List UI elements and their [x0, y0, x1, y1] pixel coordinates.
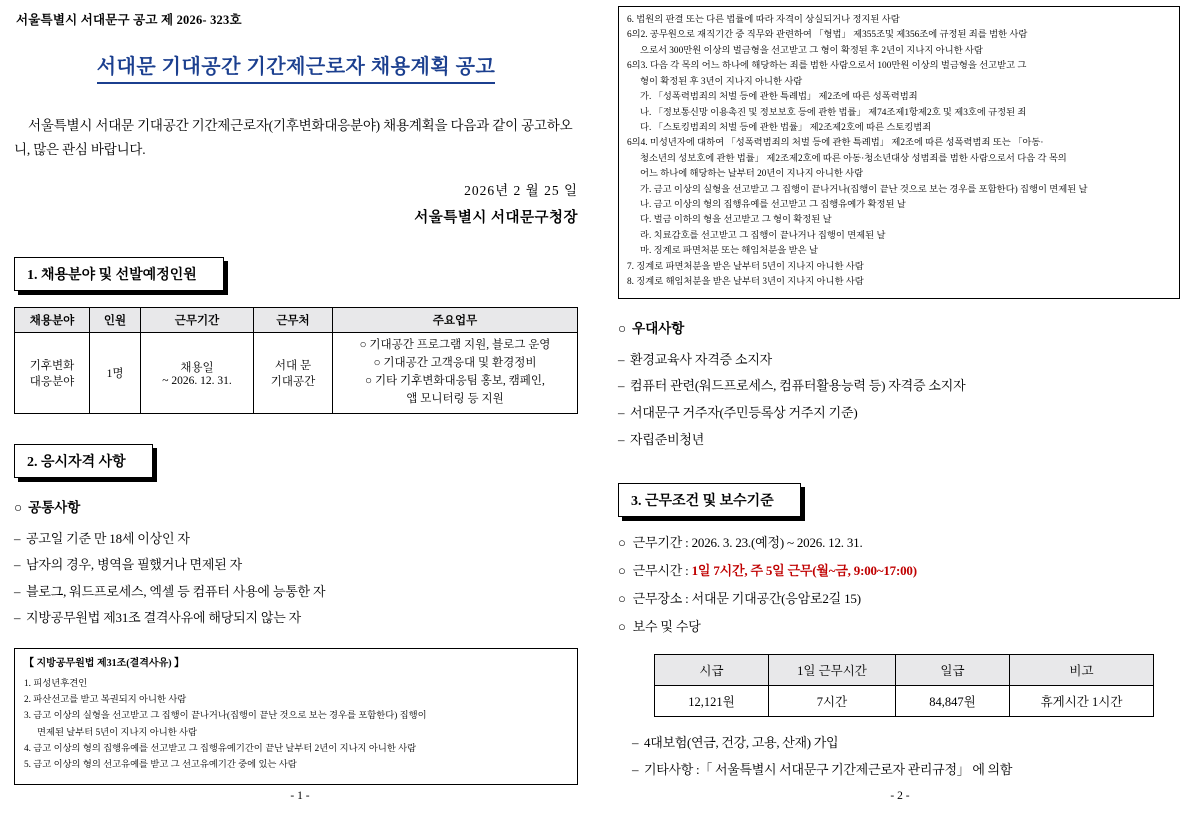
th-period: 근무기간 — [141, 308, 254, 333]
law-item: 3. 금고 이상의 실형을 선고받고 그 집행이 끝나거나(집행이 끝난 것으로 보는 경우를 포함한다) 집행이 — [24, 711, 427, 722]
page-number-right: - 2 - — [890, 790, 910, 802]
section-3-title: 3. 근무조건 및 보수기준 — [618, 483, 801, 517]
th-count: 인원 — [90, 308, 141, 333]
list-item: – 서대문구 거주자(주민등록상 거주지 기준) — [618, 400, 1180, 427]
law-sub-item: 나. 금고 이상의 형의 집행유예를 선고받고 그 집행유예가 확정된 날 — [640, 200, 906, 211]
cell-hourly-wage: 12,121원 — [655, 685, 769, 716]
condition-value-highlight: 1일 7시간, 주 5일 근무(월~금, 9:00~17:00) — [691, 563, 917, 579]
condition-row — [618, 585, 1180, 613]
period-line-2: ~ 2026. 12. 31. — [162, 374, 232, 387]
condition-row — [618, 613, 1180, 641]
condition-label: 근무시간 : — [632, 563, 689, 579]
law-sub-item: 다. 벌금 이하의 형을 선고받고 그 형이 확정된 날 — [640, 215, 832, 226]
list-item: – 남자의 경우, 병역을 필했거나 면제된 자 — [14, 552, 578, 579]
duty-item: ○ 기타 기후변화대응팀 홍보, 캠페인, — [365, 374, 545, 387]
law-sub-item: 라. 치료감호를 선고받고 그 집행이 끝나거나 집행이 면제된 날 — [640, 230, 886, 241]
table-header-row — [15, 308, 578, 333]
list-item: – 컴퓨터 관련(워드프로세스, 컴퓨터활용능력 등) 자격증 소지자 — [618, 373, 1180, 400]
list-item: – 지방공무원법 제31조 결격사유에 해당되지 않는 자 — [14, 605, 578, 632]
work-conditions-list — [618, 529, 1180, 641]
th-place: 근무처 — [254, 308, 333, 333]
section-1-title: 1. 채용분야 및 선발예정인원 — [14, 257, 224, 291]
preferred-list — [618, 347, 1180, 454]
place-line-2: 기대공간 — [270, 375, 316, 388]
law-item: 6의3. 다음 각 목의 어느 하나에 해당하는 죄를 범한 사람으로서 100만원 이상의 벌금형을 선고받고 그 — [627, 61, 1027, 72]
intro-text: 서울특별시 서대문 기대공간 기간제근로자(기후변화대응분야) 채용계획을 다음과 같이 공고하오니, 많은 관심 바랍니다. — [14, 118, 573, 157]
preferred-heading — [618, 317, 1180, 337]
page-right — [600, 0, 1200, 816]
law-sub-item: 다. 「스토킹범죄의 처벌 등에 관한 법률」 제2조제2호에 따른 스토킹범죄 — [640, 122, 932, 133]
circle-bullet-icon: ○ — [618, 563, 626, 579]
th-daily-wage: 일급 — [896, 654, 1010, 685]
page-title: 서대문 기대공간 기간제근로자 채용계획 공고 — [97, 50, 496, 84]
document-number: 서울특별시 서대문구 공고 제 2026- 323호 — [16, 13, 242, 27]
law-item: 2. 파산선고를 받고 복권되지 아니한 사람 — [24, 694, 187, 705]
title-wrapper — [14, 50, 578, 84]
cell-count: 1명 — [90, 333, 141, 413]
list-item: – 자립준비청년 — [618, 427, 1180, 454]
condition-label: 근무장소 : — [632, 591, 689, 607]
list-item: – 기타사항 :「 서울특별시 서대문구 기간제근로자 관리규정」 에 의함 — [632, 756, 1180, 783]
condition-row — [618, 557, 1180, 585]
circle-bullet-icon: ○ — [618, 591, 626, 607]
cell-daily-hours: 7시간 — [769, 685, 896, 716]
condition-label: 근무기간 : — [632, 535, 689, 551]
cell-period — [141, 333, 254, 413]
condition-label: 보수 및 수당 — [632, 618, 701, 634]
condition-value: 2026. 3. 23.(예정) ~ 2026. 12. 31. — [691, 535, 863, 551]
th-daily-hours: 1일 근무시간 — [769, 654, 896, 685]
law-box-title: 【 지방공무원법 제31조(결격사유) 】 — [24, 658, 185, 670]
issuing-organization: 서울특별시 서대문구청장 — [414, 210, 578, 227]
law-item: 6의4. 미성년자에 대하여 「성폭력범죄의 처벌 등에 관한 특례법」 제2조에 따른 성폭력범죄 또는 「아동· — [627, 138, 1044, 149]
law-item: 5. 금고 이상의 형의 선고유예를 받고 그 선고유예기간 중에 있는 사람 — [24, 760, 297, 771]
law-item-cont: 면제된 날부터 5년이 지나지 아니한 사람 — [37, 727, 197, 738]
intro-paragraph — [14, 114, 578, 161]
recruitment-table — [14, 307, 578, 413]
circle-bullet-icon: ○ — [14, 499, 23, 515]
th-remarks: 비고 — [1010, 654, 1154, 685]
law-sub-item: 가. 금고 이상의 실형을 선고받고 그 집행이 끝나거나(집행이 끝난 것으로 보는 경우를 포함한다) 집행이 면제된 날 — [640, 184, 1088, 195]
list-item: – 4대보험(연금, 건강, 고용, 산재) 가입 — [632, 729, 1180, 756]
section-2-heading — [14, 444, 153, 478]
field-line-1: 기후변화 — [29, 359, 75, 372]
cell-place — [254, 333, 333, 413]
table-row — [15, 333, 578, 413]
law-item: 6의2. 공무원으로 재직기간 중 직무와 관련하여 「형법」 제355조및 제356조에 규정된 죄를 범한 사람 — [627, 30, 1028, 41]
law-item-cont: 형이 확정된 후 3년이 지나지 아니한 사람 — [640, 76, 803, 87]
cell-daily-wage: 84,847원 — [896, 685, 1010, 716]
law-items-list — [24, 677, 568, 774]
common-requirements-label: 공통사항 — [28, 499, 81, 515]
law-item-cont: 어느 하나에 해당하는 날부터 20년이 지나지 아니한 사람 — [640, 169, 864, 180]
condition-value: 서대문 기대공간(응암로2길 15) — [691, 591, 861, 607]
section-1-heading — [14, 257, 224, 291]
circle-bullet-icon: ○ — [618, 320, 627, 336]
law-item-cont: 청소년의 성보호에 관한 법률」 제2조제2호에 따른 아동·청소년대상 성범죄를 범한 사람으로서 다음 각 목의 — [640, 153, 1067, 164]
cell-field — [15, 333, 90, 413]
law-sub-item: 나. 「정보통신망 이용촉진 및 정보보호 등에 관한 법률」 제74조제1항제2호 및 제3호에 규정된 죄 — [640, 107, 1027, 118]
place-line-1: 서대 문 — [274, 359, 312, 372]
table-header-row — [655, 654, 1154, 685]
common-requirements-heading — [14, 496, 578, 516]
th-field: 채용분야 — [15, 308, 90, 333]
list-item: – 환경교육사 자격증 소지자 — [618, 347, 1180, 374]
circle-bullet-icon: ○ — [618, 618, 626, 634]
law-item: 8. 징계로 해임처분을 받은 날부터 3년이 지나지 아니한 사람 — [627, 277, 864, 288]
section-2-title: 2. 응시자격 사항 — [14, 444, 153, 478]
common-requirements-list — [14, 526, 578, 633]
circle-bullet-icon: ○ — [618, 535, 626, 551]
list-item: – 블로그, 워드프로세스, 엑셀 등 컴퓨터 사용에 능통한 자 — [14, 579, 578, 606]
duty-item: 앱 모니터링 등 지원 — [406, 392, 504, 405]
law-item: 1. 피성년후견인 — [24, 678, 88, 689]
section-3-heading — [618, 483, 801, 517]
law-item-cont: 으로서 300만원 이상의 벌금형을 선고받고 그 형이 확정된 후 2년이 지나지 아니한 사람 — [640, 45, 983, 56]
law-disqualification-box — [14, 648, 578, 784]
th-hourly-wage: 시급 — [655, 654, 769, 685]
law-item: 4. 금고 이상의 형의 집행유예를 선고받고 그 집행유예기간이 끝난 날부터 2년이 지나지 아니한 사람 — [24, 743, 417, 754]
law-item: 6. 법원의 판결 또는 다른 법률에 따라 자격이 상실되거나 정지된 사람 — [627, 15, 900, 25]
law-item: 7. 징계로 파면처분을 받은 날부터 5년이 지나지 아니한 사람 — [627, 261, 864, 272]
cell-remarks: 휴게시간 1시간 — [1010, 685, 1154, 716]
law-sub-item: 마. 징계로 파면처분 또는 해임처분을 받은 날 — [640, 246, 818, 257]
page-number-left: - 1 - — [290, 790, 310, 802]
preferred-label: 우대사항 — [632, 320, 685, 336]
law-continuation-box — [618, 6, 1180, 299]
duty-item: ○ 기대공간 프로그램 지원, 블로그 운영 — [359, 339, 551, 352]
pay-table — [654, 654, 1154, 717]
announce-date: 2026년 2 월 25 일 — [464, 183, 578, 199]
additional-notes-list — [632, 729, 1180, 784]
period-line-1: 채용일 — [180, 361, 214, 374]
th-duties: 주요업무 — [333, 308, 578, 333]
cell-duties — [333, 333, 578, 413]
table-row — [655, 685, 1154, 716]
duty-item: ○ 기대공간 고객응대 및 환경정비 — [373, 357, 537, 370]
field-line-2: 대응분야 — [29, 375, 75, 388]
law-sub-item: 가. 「성폭력범죄의 처벌 등에 관한 특례법」 제2조에 따른 성폭력범죄 — [640, 92, 918, 103]
list-item: – 공고일 기준 만 18세 이상인 자 — [14, 526, 578, 553]
condition-row — [618, 529, 1180, 557]
